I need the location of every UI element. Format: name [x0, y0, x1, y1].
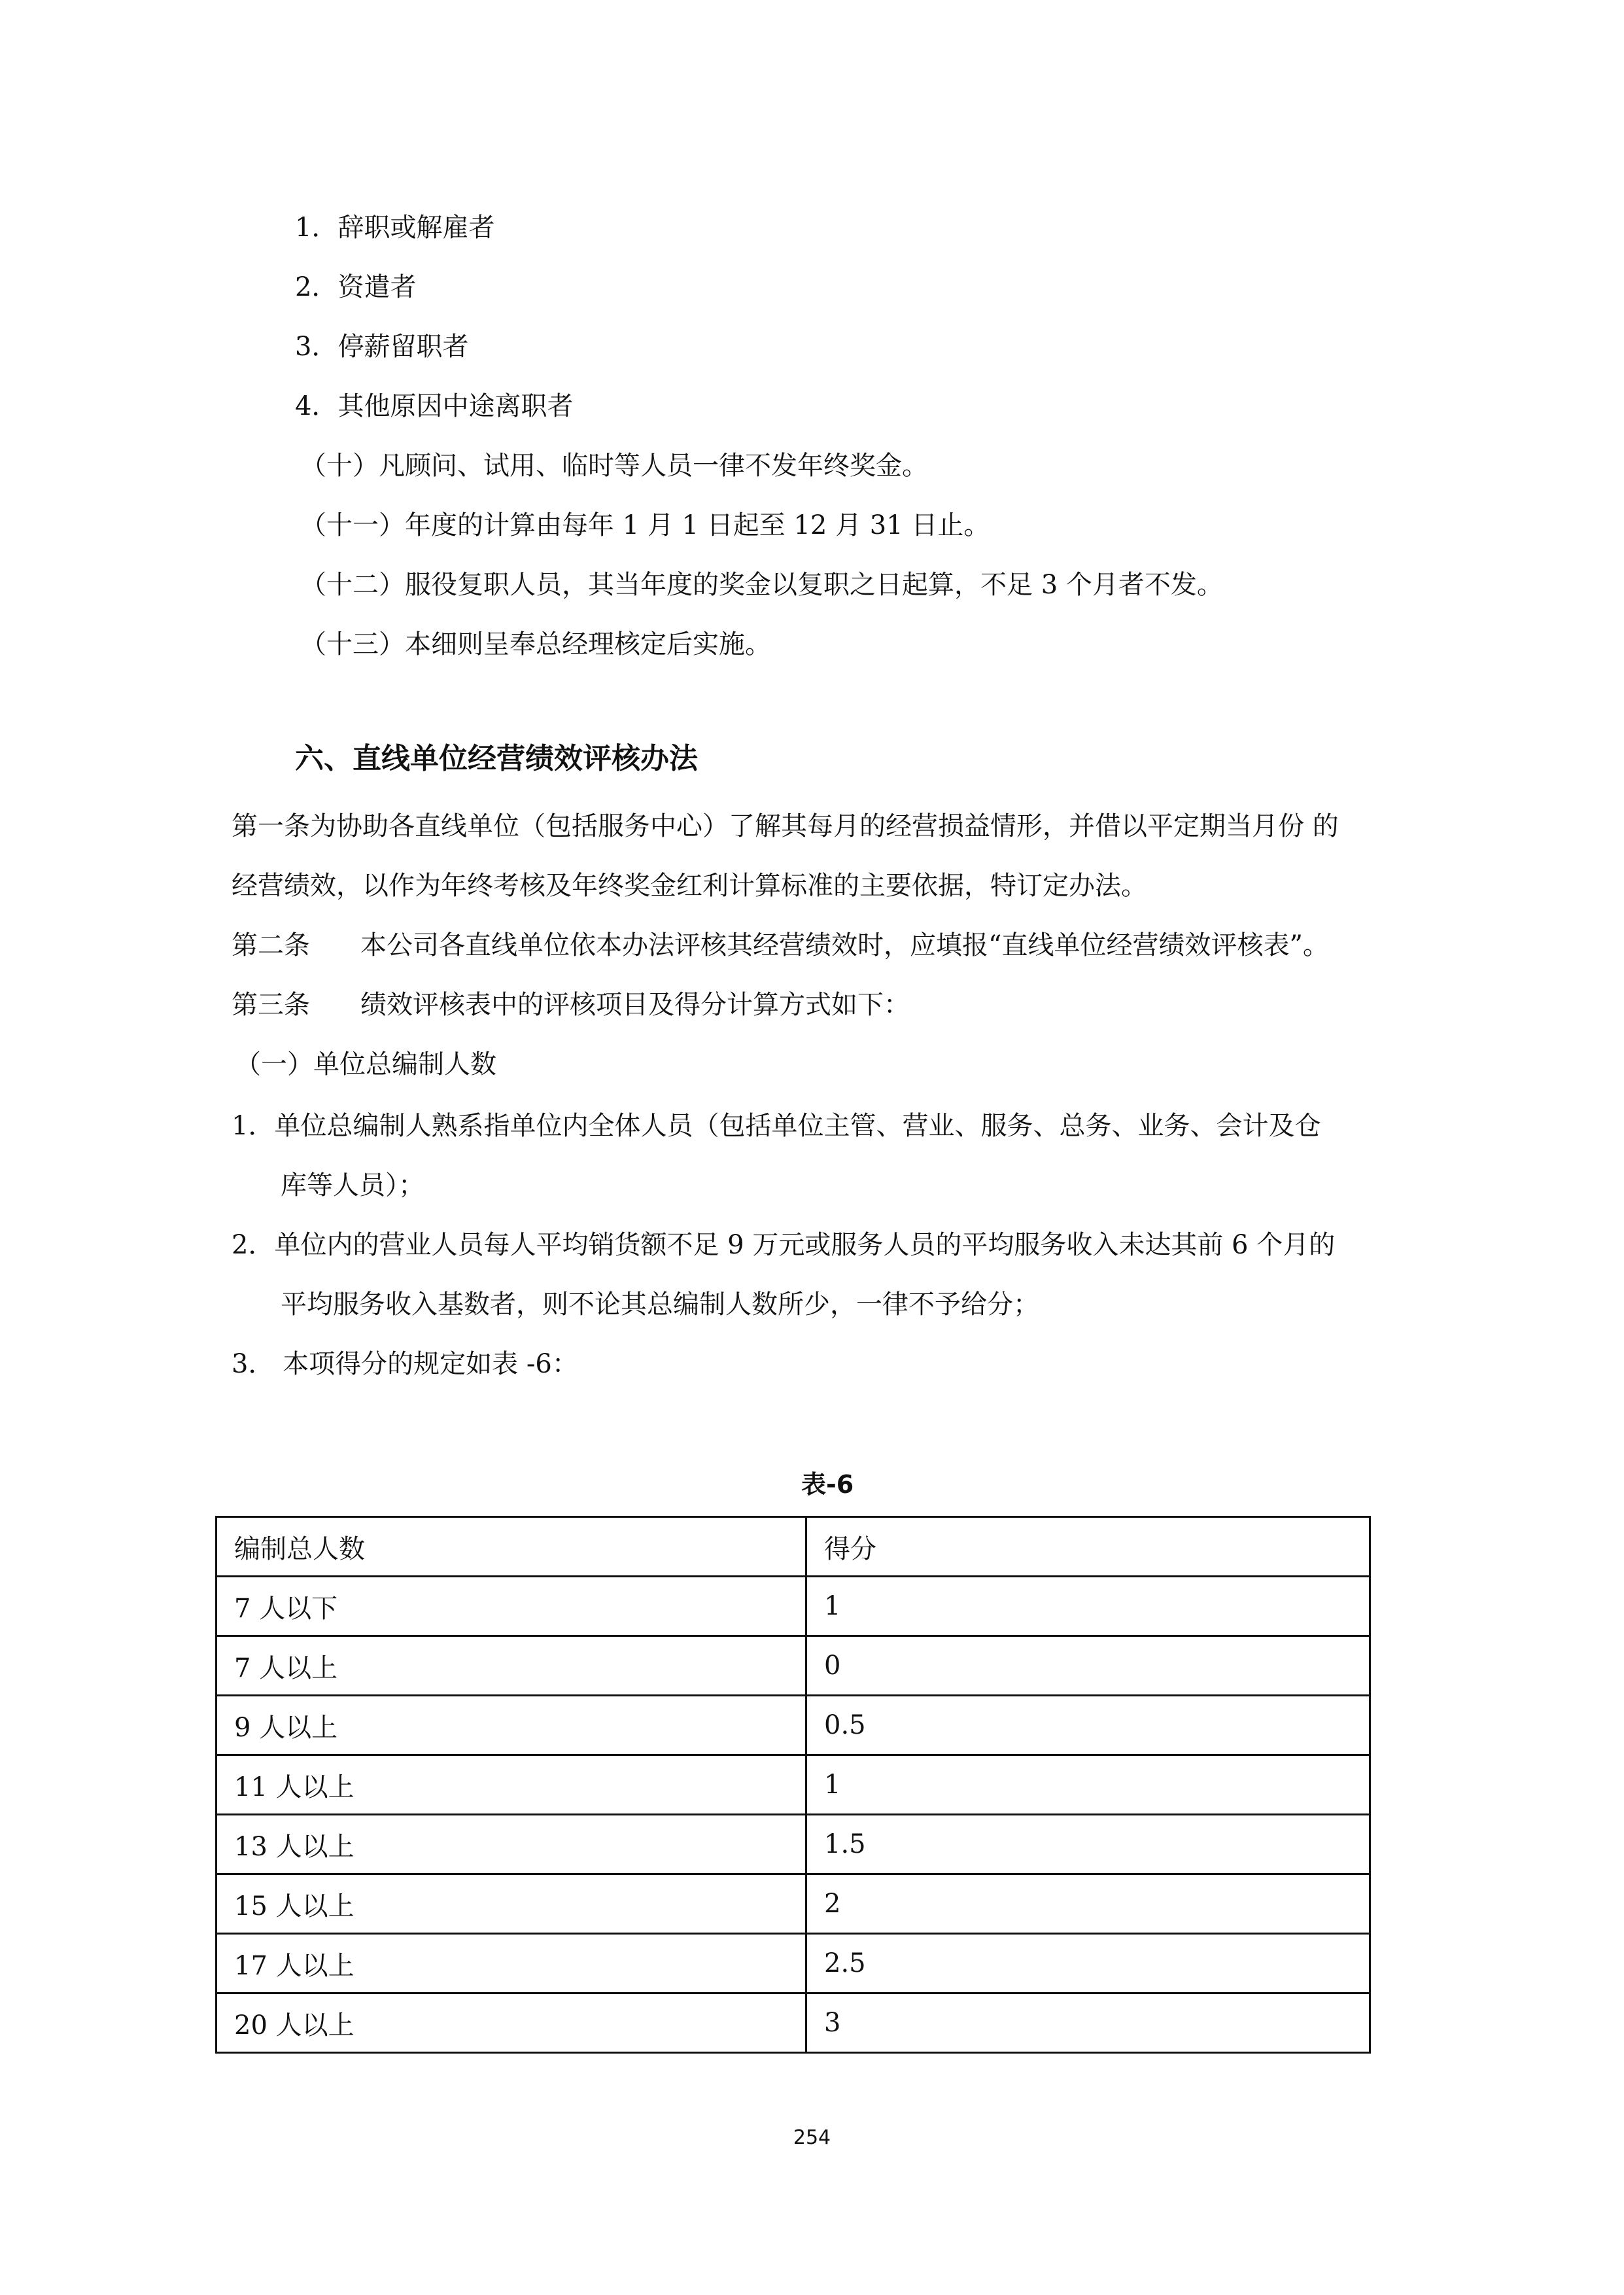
table-cell: 1 — [806, 1755, 1370, 1815]
point-3: 3． 本项得分的规定如表 -6： — [232, 1349, 578, 1379]
article-3-number: 第三条 — [232, 990, 310, 1020]
clause: （十三）本细则呈奉总经理核定后实施。 — [300, 629, 771, 659]
table-row — [216, 1755, 1370, 1815]
table-cell: 15 人以上 — [216, 1874, 806, 1934]
page-number: 254 — [793, 2126, 831, 2149]
section-heading: 六、直线单位经营绩效评核办法 — [295, 742, 698, 775]
table-cell: 2 — [806, 1874, 1370, 1934]
article-2-number: 第二条 — [232, 930, 310, 960]
point-1-line-2: 库等人员）； — [281, 1170, 424, 1200]
table-row — [216, 1934, 1370, 1993]
table-cell: 11 人以上 — [216, 1755, 806, 1815]
table-row — [216, 1696, 1370, 1755]
table-cell: 1 — [806, 1577, 1370, 1636]
article-1-line-1: 第一条为协助各直线单位（包括服务中心）了解其每月的经营损益情形，并借以平定期当月份 的 — [232, 811, 1339, 841]
subsection-heading: （一）单位总编制人数 — [235, 1049, 496, 1079]
article-3-text: 绩效评核表中的评核项目及得分计算方式如下： — [360, 990, 910, 1020]
list-item: 1．辞职或解雇者 — [295, 213, 495, 243]
point-2-line-1: 2．单位内的营业人员每人平均销货额不足 9 万元或服务人员的平均服务收入未达其前 6 个月的 — [232, 1230, 1336, 1260]
table-cell: 0 — [806, 1636, 1370, 1696]
table-cell: 1.5 — [806, 1815, 1370, 1874]
table-cell: 2.5 — [806, 1934, 1370, 1993]
table-row — [216, 1993, 1370, 2053]
article-1-line-2: 经营绩效，以作为年终考核及年终奖金红利计算标准的主要依据，特订定办法。 — [232, 871, 1147, 901]
table-cell: 20 人以上 — [216, 1993, 806, 2053]
point-2-line-2: 平均服务收入基数者，则不论其总编制人数所少，一律不予给分； — [281, 1289, 1039, 1320]
list-item: 4．其他原因中途离职者 — [295, 391, 574, 421]
table-row — [216, 1577, 1370, 1636]
table-row — [216, 1636, 1370, 1696]
header-cell: 编制总人数 — [216, 1517, 806, 1577]
header-cell: 得分 — [806, 1517, 1370, 1577]
table-cell: 7 人以上 — [216, 1636, 806, 1696]
table-cell: 13 人以上 — [216, 1815, 806, 1874]
article-2-text: 本公司各直线单位依本办法评核其经营绩效时，应填报“直线单位经营绩效评核表”。 — [360, 930, 1329, 960]
table-row — [216, 1815, 1370, 1874]
table-caption: 表-6 — [801, 1470, 854, 1499]
list-item: 2．资遣者 — [295, 272, 417, 302]
table-cell: 0.5 — [806, 1696, 1370, 1755]
table-row — [216, 1874, 1370, 1934]
table-header-row — [216, 1517, 1370, 1577]
clause: （十二）服役复职人员，其当年度的奖金以复职之日起算，不足 3 个月者不发。 — [300, 570, 1223, 600]
table-cell: 7 人以下 — [216, 1577, 806, 1636]
table-cell: 17 人以上 — [216, 1934, 806, 1993]
table-cell: 3 — [806, 1993, 1370, 2053]
list-item: 3．停薪留职者 — [295, 332, 469, 362]
point-1-line-1: 1．单位总编制人熟系指单位内全体人员（包括单位主管、营业、服务、总务、业务、会计及仓 — [232, 1111, 1321, 1141]
clause: （十）凡顾问、试用、临时等人员一律不发年终奖金。 — [300, 451, 928, 481]
table-cell: 9 人以上 — [216, 1696, 806, 1755]
score-table — [215, 1516, 1371, 2054]
clause: （十一）年度的计算由每年 1 月 1 日起至 12 月 31 日止。 — [300, 510, 990, 540]
